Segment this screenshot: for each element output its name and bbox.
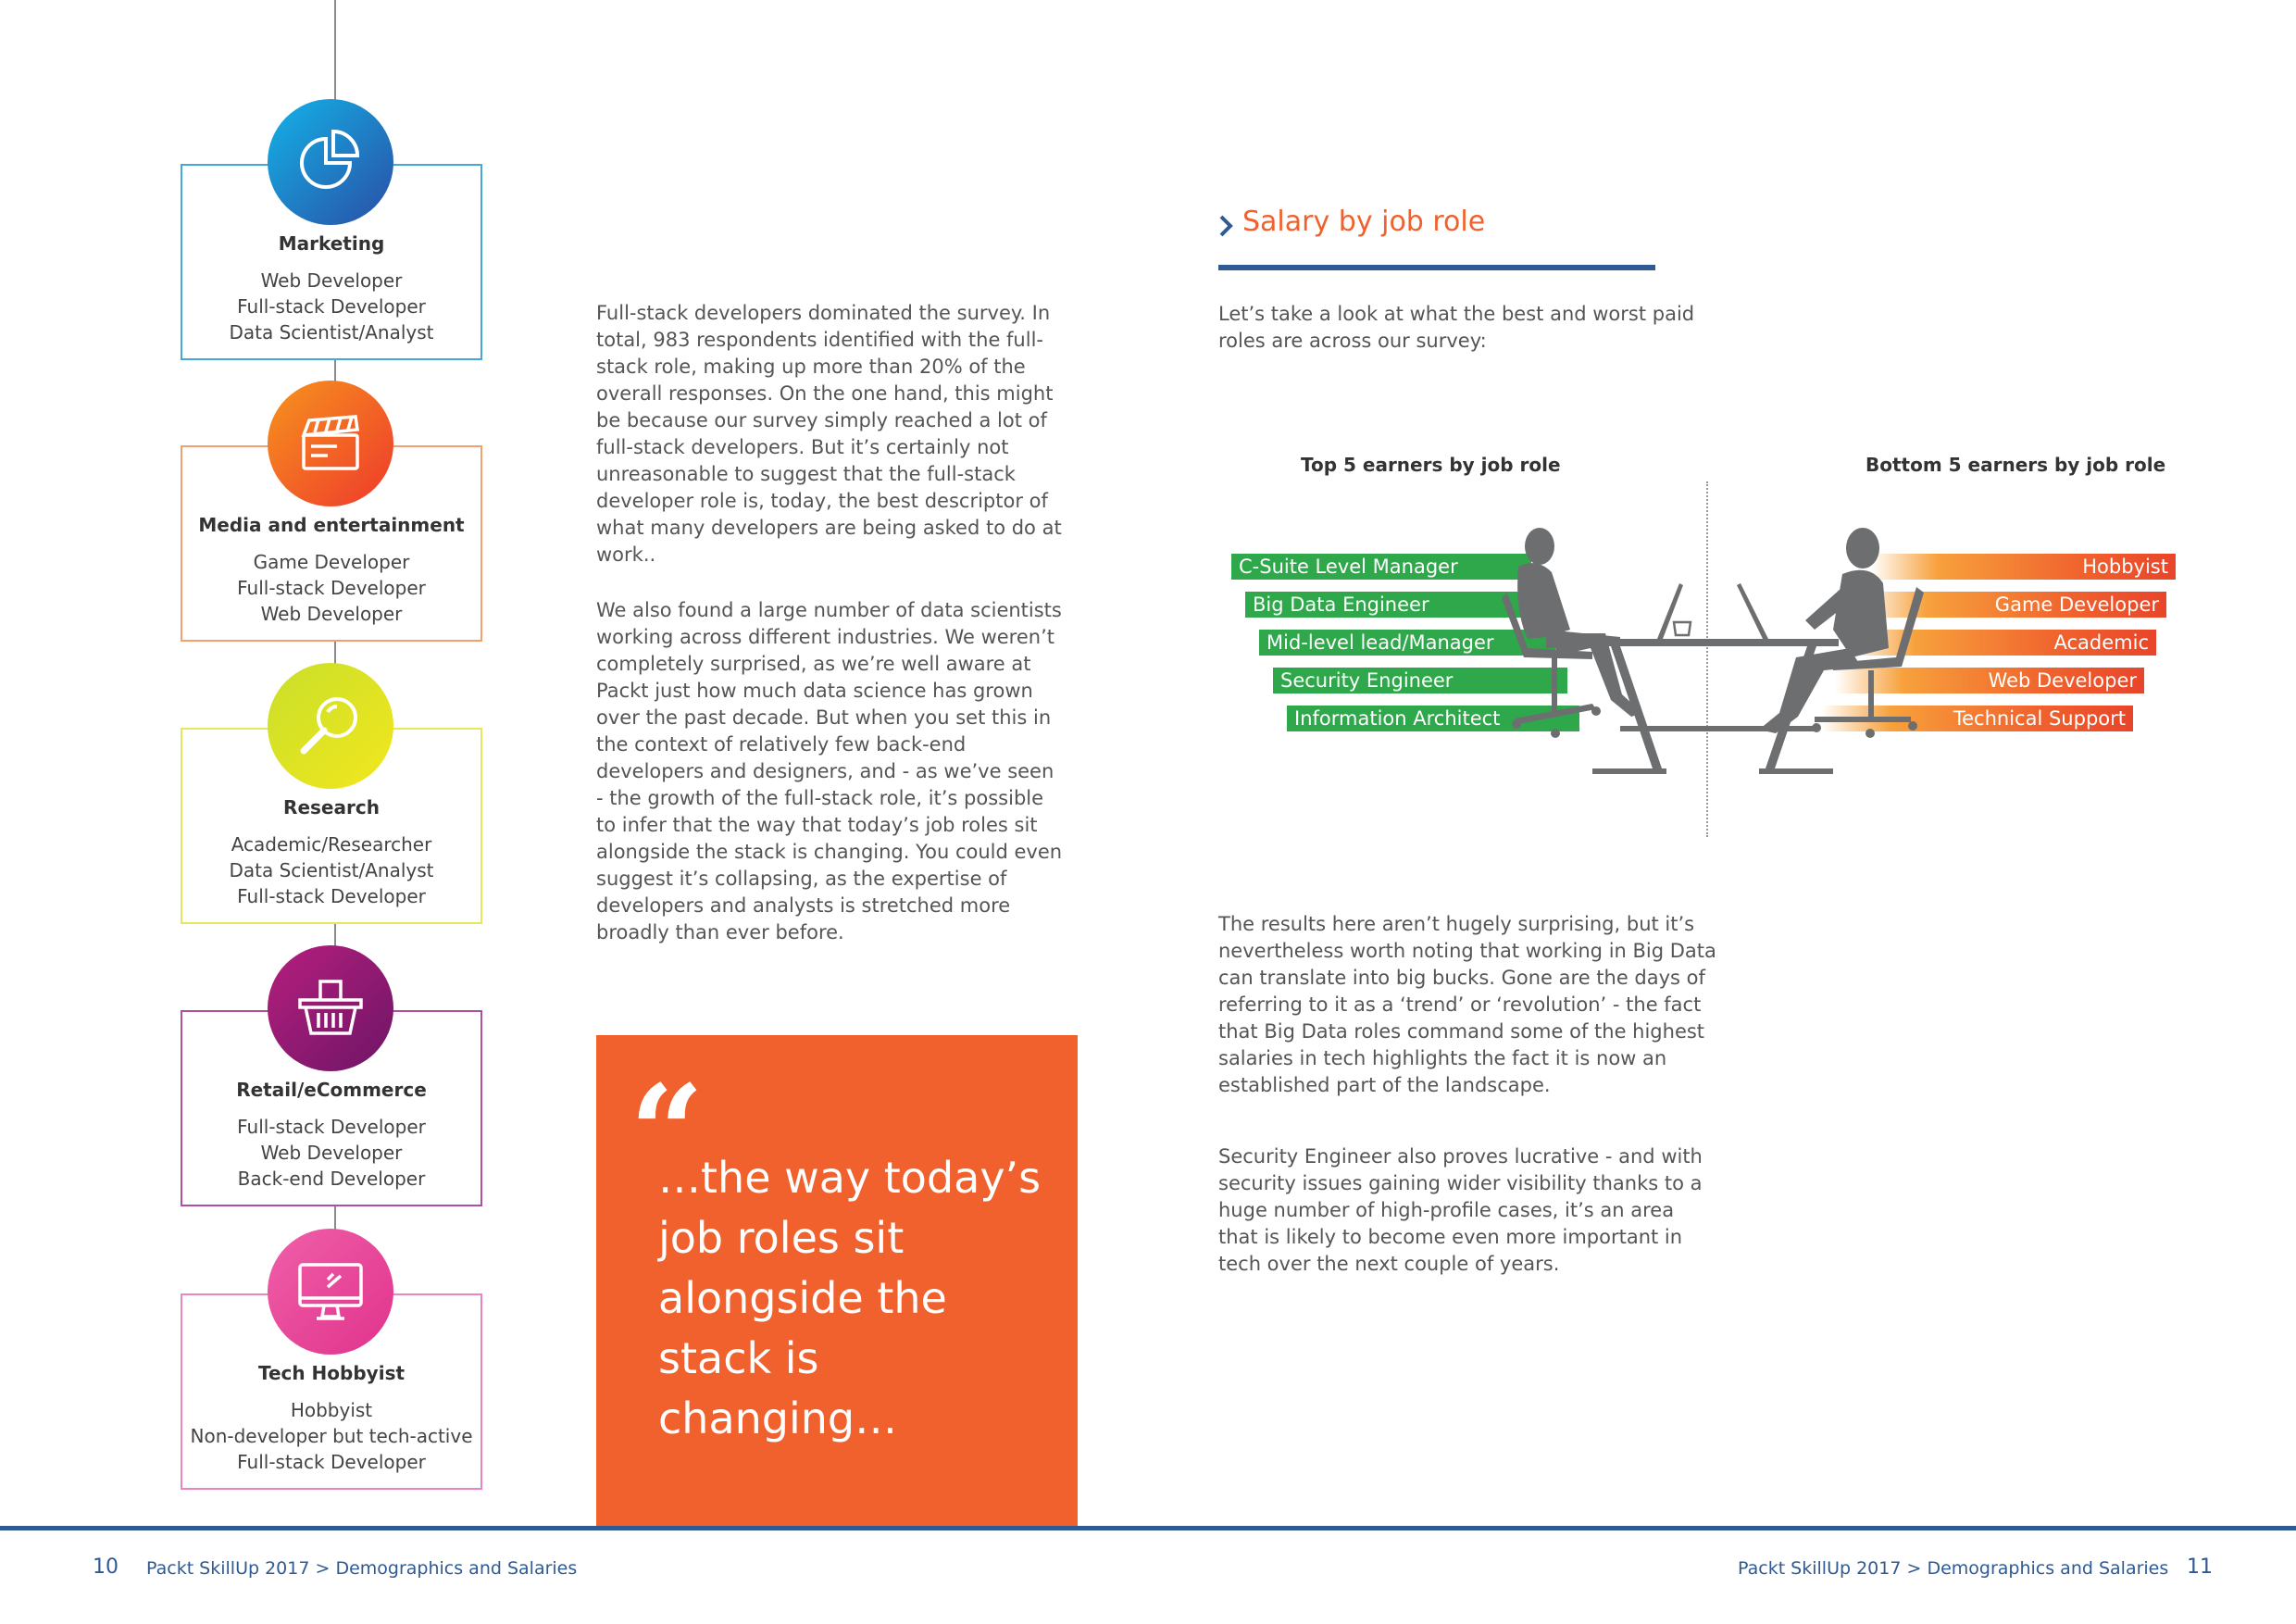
chevron-right-icon bbox=[1218, 215, 1233, 237]
industry-roles bbox=[182, 831, 480, 909]
bottom-earners-label: Bottom 5 earners by job role bbox=[1866, 454, 2166, 476]
industry-title: Media and entertainment bbox=[198, 514, 465, 536]
bottom-earner-bar: Game Developer bbox=[1859, 592, 2166, 618]
body-paragraph-1: Full-stack developers dominated the survey. In total, 983 respondents identified with the full-stack role, making up more than 20% of the overall responses. On the one hand, this might be because our survey simply reached a lot of full-stack developers. But it’s certainly not unreasonable to suggest that the full-stack developer role is, today, the best descriptor of what many developers are being asked to do at work.. bbox=[596, 302, 1062, 566]
section-heading: Salary by job role bbox=[1242, 206, 1486, 238]
bottom-earner-bar: Academic bbox=[1847, 630, 2156, 656]
footer-rule bbox=[0, 1526, 2296, 1530]
role-item: Academic/Researcher bbox=[231, 833, 432, 856]
office-illustration bbox=[1481, 518, 1944, 796]
bottom-earner-bar: Technical Support bbox=[1822, 706, 2133, 731]
industry-title: Tech Hobbyist bbox=[257, 1362, 406, 1384]
role-item: Data Scientist/Analyst bbox=[229, 321, 434, 344]
industry-title: Retail/eCommerce bbox=[236, 1079, 427, 1101]
role-item: Full-stack Developer bbox=[237, 295, 426, 318]
role-item: Data Scientist/Analyst bbox=[229, 859, 434, 881]
body-paragraph-2: We also found a large number of data scientists working across different industries. We weren’t completely surprised, as we’re well aware at Packt just how much data science has grown over the past decade. But when you set this in the context of relatively few back-end developers and designers, and - as we’ve seen - the growth of the full-stack role, it’s possible to infer that the way that today’s job roles sit alongside the stack is changing. You could even suggest it’s collapsing, as the expertise of developers and analysts is stretched more broadly than ever before. bbox=[596, 599, 1063, 943]
quote-mark: “ bbox=[630, 1057, 705, 1209]
bottom-earner-bar: Web Developer bbox=[1835, 668, 2144, 693]
role-item: Full-stack Developer bbox=[237, 1451, 426, 1473]
role-item: Back-end Developer bbox=[237, 1168, 426, 1190]
top-earner-bar: Mid-level lead/Manager bbox=[1259, 630, 1555, 656]
quote-text: …the way today’s job roles sit alongside the stack is changing… bbox=[658, 1153, 1042, 1443]
basket-icon bbox=[268, 945, 393, 1071]
role-item: Full-stack Developer bbox=[237, 577, 426, 599]
role-item: Non-developer but tech-active bbox=[190, 1425, 473, 1447]
role-item: Game Developer bbox=[253, 551, 410, 573]
role-item: Full-stack Developer bbox=[237, 1116, 426, 1138]
pull-quote bbox=[596, 1035, 1078, 1526]
industry-title: Research bbox=[283, 796, 380, 818]
salary-paragraph-2: Security Engineer also proves lucrative - and with security issues gaining wider visibility thanks to a huge number of high-profile cases, it’s an area that is likely to become even more important in tech over the next couple of years. bbox=[1218, 1145, 1703, 1275]
salary-intro: Let’s take a look at what the best and worst paid roles are across our survey: bbox=[1218, 303, 1695, 352]
role-item: Web Developer bbox=[260, 603, 403, 625]
role-item: Web Developer bbox=[260, 269, 403, 292]
page-number-right: 11 bbox=[2187, 1555, 2213, 1579]
top-earner-bar: Information Architect bbox=[1287, 706, 1579, 731]
clapperboard-icon bbox=[268, 381, 393, 506]
industry-roles bbox=[182, 1114, 480, 1192]
salary-paragraph-1: The results here aren’t hugely surprising, but it’s nevertheless worth noting that working in Big Data can translate into big bucks. Gone are the days of referring to it as a ‘trend’ or ‘revolution’ - the fact that Big Data roles command some of the highest salaries in tech highlights the fact it is now an established part of the landscape. bbox=[1218, 913, 1716, 1096]
page-number-left: 10 bbox=[93, 1555, 119, 1579]
top-earners-label: Top 5 earners by job role bbox=[1301, 454, 1561, 476]
top-earner-bar: Security Engineer bbox=[1273, 668, 1567, 693]
role-item: Full-stack Developer bbox=[237, 885, 426, 907]
heading-rule bbox=[1218, 265, 1655, 270]
industry-roles bbox=[182, 1397, 480, 1475]
top-earner-bar: Big Data Engineer bbox=[1245, 592, 1543, 618]
bottom-earner-bar: Hobbyist bbox=[1870, 554, 2176, 580]
industry-roles bbox=[182, 549, 480, 627]
footer-breadcrumb-left: Packt SkillUp 2017 > Demographics and Salaries bbox=[146, 1558, 578, 1579]
industry-roles bbox=[182, 268, 480, 345]
top-earner-bar: C-Suite Level Manager bbox=[1231, 554, 1531, 580]
industry-title: Marketing bbox=[278, 232, 385, 255]
monitor-icon bbox=[268, 1229, 393, 1355]
pie-chart-icon bbox=[268, 99, 393, 225]
footer-breadcrumb-right: Packt SkillUp 2017 > Demographics and Salaries bbox=[1738, 1558, 2169, 1579]
role-item: Hobbyist bbox=[290, 1399, 373, 1421]
role-item: Web Developer bbox=[260, 1142, 403, 1164]
magnifier-icon bbox=[268, 663, 393, 789]
